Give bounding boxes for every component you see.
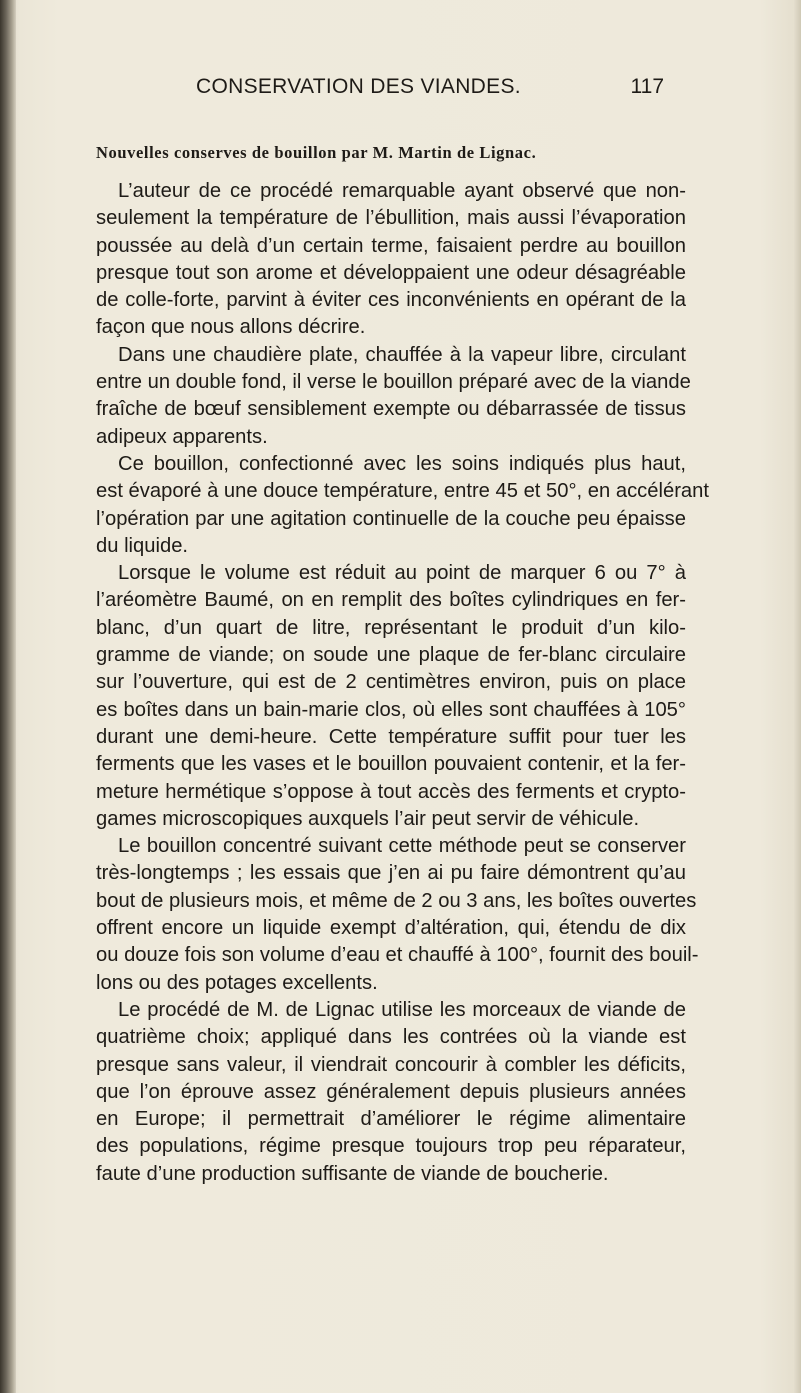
text-line: façon que nous allons décrire. (96, 316, 366, 339)
text-line: entre un double fond, il verse le bouillon préparé avec de la viande (96, 371, 691, 394)
text-line: Le procédé de M. de Lignac utilise les morceaux de viande de (118, 998, 686, 1021)
text-line: très-longtemps ; les essais que j’en ai pu faire démontrent qu’au (96, 862, 686, 885)
text-line: l’aréomètre Baumé, on en remplit des boîtes cylindriques en fer- (96, 589, 686, 612)
text-line: en Europe; il permettrait d’améliorer le régime alimentaire (96, 1108, 686, 1131)
text-line: sur l’ouverture, qui est de 2 centimètres environ, puis on place (96, 671, 686, 694)
paragraph (96, 342, 691, 451)
paragraph (96, 833, 699, 997)
running-head (196, 75, 664, 109)
text-line: fraîche de bœuf sensiblement exempte ou débarrassée de tissus (96, 398, 686, 421)
text-line: presque sans valeur, il viendrait concourir à combler les déficits, (96, 1053, 686, 1076)
text-line: adipeux apparents. (96, 425, 268, 448)
body-text (96, 178, 709, 1188)
text-line: blanc, d’un quart de litre, représentant le produit d’un kilo- (96, 616, 686, 639)
paragraph (96, 451, 709, 560)
text-line: seulement la température de l’ébullition, mais aussi l’évaporation (96, 207, 686, 230)
text-line: de colle-forte, parvint à éviter ces inconvénients en opérant de la (96, 289, 686, 312)
text-line: bout de plusieurs mois, et même de 2 ou 3 ans, les boîtes ouvertes (96, 889, 697, 912)
text-line: poussée au delà d’un certain terme, faisaient perdre au bouillon (96, 234, 686, 257)
text-line: faute d’une production suffisante de viande de boucherie. (96, 1162, 609, 1185)
text-line: du liquide. (96, 534, 189, 557)
paragraph (96, 178, 686, 342)
text-line: ou douze fois son volume d’eau et chauffé à 100°, fournit des bouil- (96, 944, 699, 967)
text-line: ferments que les vases et le bouillon pouvaient contenir, et la fer- (96, 753, 686, 776)
paragraph (96, 560, 686, 833)
text-line: games microscopiques auxquels l’air peut servir de véhicule. (96, 807, 640, 830)
text-line: Lorsque le volume est réduit au point de marquer 6 ou 7° à (118, 562, 686, 585)
text-line: presque tout son arome et développaient une odeur désagréable (96, 261, 686, 284)
text-line: des populations, régime presque toujours trop peu réparateur, (96, 1135, 686, 1158)
text-line: Dans une chaudière plate, chauffée à la vapeur libre, circulant (118, 343, 686, 366)
text-line: Le bouillon concentré suivant cette méthode peut se conserver (118, 835, 686, 858)
book-binding-edge (0, 0, 16, 1393)
text-line: que l’on éprouve assez généralement depuis plusieurs années (96, 1080, 686, 1103)
text-line: es boîtes dans un bain-marie clos, où elles sont chauffées à 105° (96, 698, 686, 721)
text-line: meture hermétique s’oppose à tout accès des ferments et crypto- (96, 780, 686, 803)
paragraph (96, 997, 686, 1188)
text-line: lons ou des potages excellents. (96, 971, 378, 994)
text-line: quatrième choix; appliqué dans les contrées où la viande est (96, 1026, 686, 1049)
page-number: 117 (630, 75, 664, 98)
text-line: l’opération par une agitation continuelle de la couche peu épaisse (96, 507, 686, 530)
text-line: est évaporé à une douce température, entre 45 et 50°, en accélérant (96, 480, 709, 503)
text-line: durant une demi-heure. Cette température suffit pour tuer les (96, 725, 686, 748)
text-line: L’auteur de ce procédé remarquable ayant observé que non- (118, 180, 686, 202)
running-title: CONSERVATION DES VIANDES. (196, 75, 521, 98)
text-line: offrent encore un liquide exempt d’altération, qui, étendu de dix (96, 917, 686, 940)
text-line: gramme de viande; on soude une plaque de fer-blanc circulaire (96, 644, 686, 667)
page-right-edge (793, 0, 801, 1393)
text-line: Ce bouillon, confectionné avec les soins indiqués plus haut, (118, 452, 686, 475)
section-heading: Nouvelles conserves de bouillon par M. Martin de Lignac. (96, 143, 537, 162)
